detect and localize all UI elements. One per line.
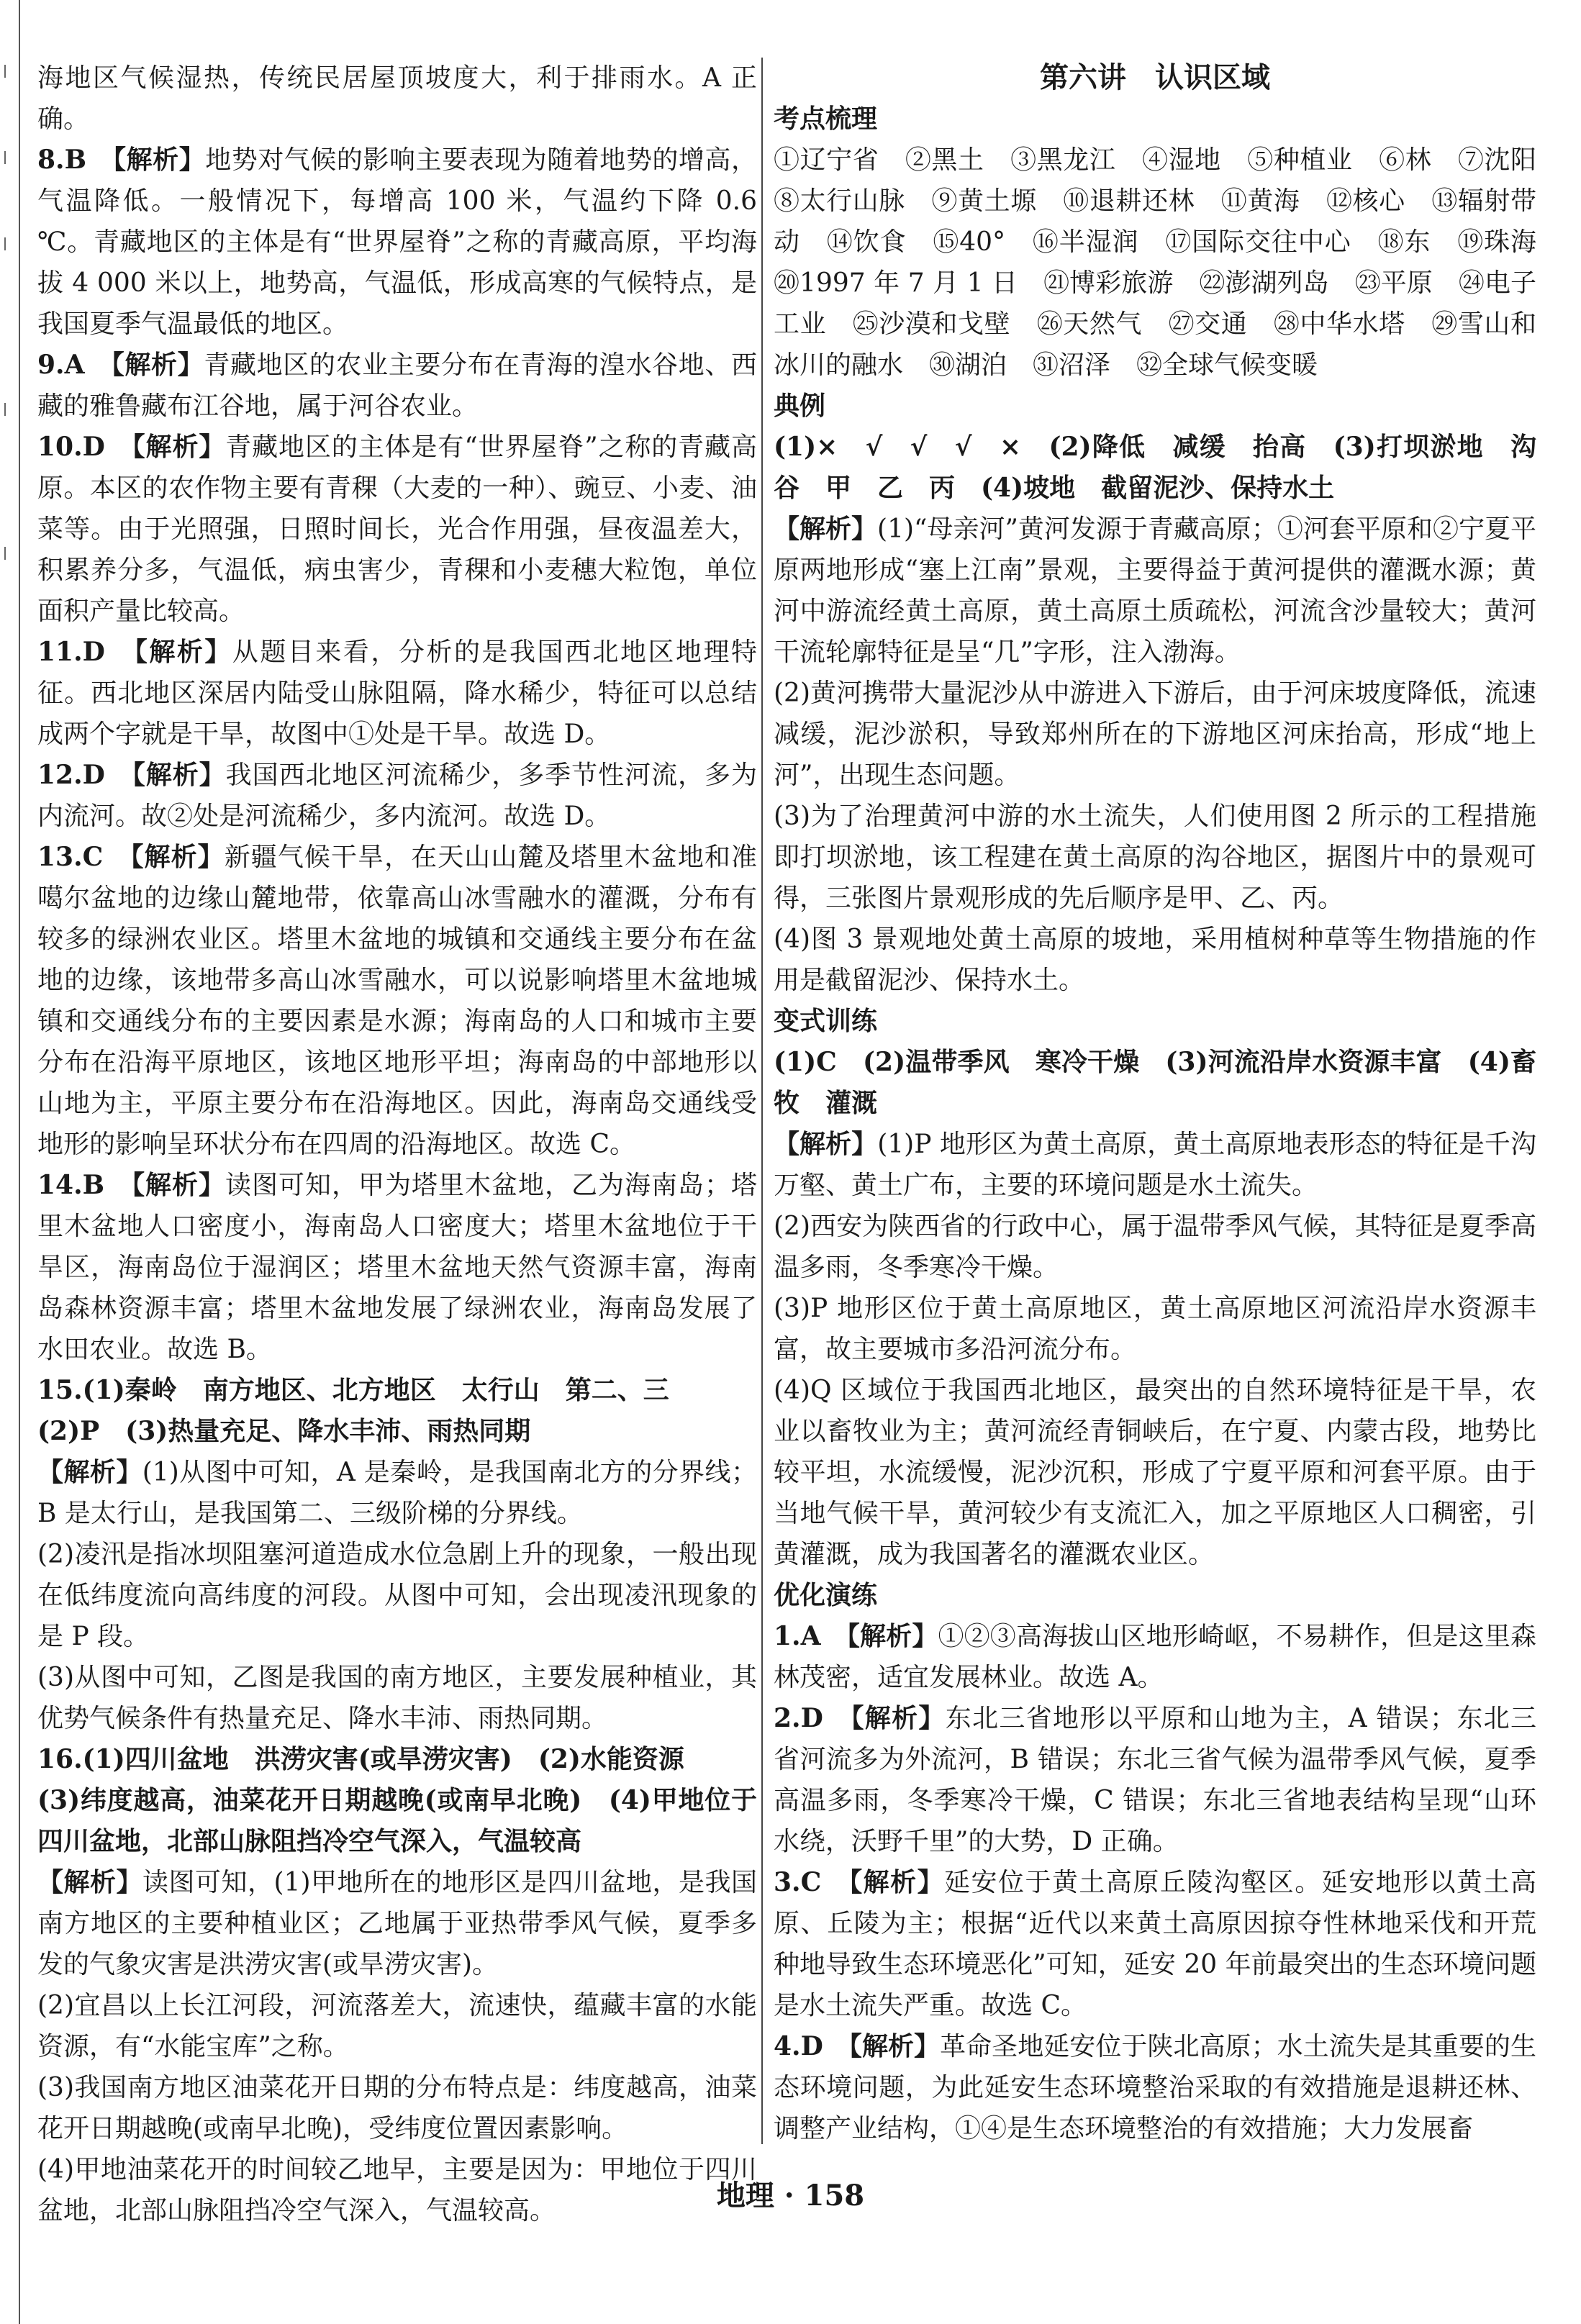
paragraph-text: 我国西北地区河流稀少，多季节性河流，多为内流河。故②处是河流稀少，多内流河。故选 D。 bbox=[37, 761, 757, 831]
paragraph-text: (1)“母亲河”黄河发源于青藏高原；①河套平原和②宁夏平原两地形成“塞上江南”景观，主要得益于黄河提供的灌溉水源；黄河中游流经黄土高原，黄土高原土质疏松，河流含沙量较大；黄河干流轮廓特征是呈“几”字形，注入渤海。 bbox=[774, 514, 1536, 667]
answer-label: 12.D bbox=[37, 760, 105, 790]
paragraph-text: ①②③高海拔山区地形崎岖，不易耕作，但是这里森林茂密，适宜发展林业。故选 A。 bbox=[774, 1622, 1536, 1692]
paragraph bbox=[37, 1534, 757, 1657]
paragraph-text: (2)凌汛是指冰坝阻塞河道造成水位急剧上升的现象，一般出现在低纬度流向高纬度的河段。从图中可知，会出现凌汛现象的是 P 段。 bbox=[37, 1540, 757, 1651]
paragraph bbox=[37, 1165, 757, 1370]
paragraph bbox=[37, 632, 757, 755]
paragraph bbox=[774, 796, 1536, 919]
section-heading-points: 考点梳理 bbox=[774, 104, 878, 134]
paragraph-text: 16.(1)四川盆地 洪涝灾害(或旱涝灾害) (2)水能资源 bbox=[37, 1744, 684, 1774]
example-analysis bbox=[774, 509, 1536, 1001]
paragraph-text: 地势对气候的影响主要表现为随着地势的增高，气温降低。一般情况下，每增高 100 米，气温约下降 0.6 ℃。青藏地区的主体是有“世界屋脊”之称的青藏高原，平均海拔 4 000 米以上，地势高，气温低，形成高寒的气候特点，是我国夏季气温最低的地区。 bbox=[37, 145, 757, 339]
analysis-tag: 【解析】 bbox=[111, 350, 204, 380]
analysis-tag: 【解析】 bbox=[113, 145, 206, 175]
paragraph-text: (3)从图中可知，乙图是我国的南方地区，主要发展种植业，其优势气候条件有热量充足、降水丰沛、雨热同期。 bbox=[37, 1663, 757, 1733]
paragraph bbox=[37, 1780, 757, 1862]
paragraph bbox=[37, 140, 757, 345]
analysis-tag: 【解析】 bbox=[134, 637, 232, 667]
answer-label: 9.A bbox=[37, 350, 85, 380]
analysis-tag: 【解析】 bbox=[37, 1457, 142, 1487]
section-heading-practice: 优化演练 bbox=[774, 1581, 878, 1610]
paragraph-text: 读图可知，(1)甲地所在的地形区是四川盆地，是我国南方地区的主要种植业区；乙地属于亚热带季风气候，夏季多发的气象灾害是洪涝灾害(或旱涝灾害)。 bbox=[37, 1868, 757, 1979]
paragraph-text: 新疆气候干旱，在天山山麓及塔里木盆地和准噶尔盆地的边缘山麓地带，依靠高山冰雪融水的灌溉，分布有较多的绿洲农业区。塔里木盆地的城镇和交通线主要分布在盆地的边缘，该地带多高山冰雪融水，可以说影响塔里木盆地城镇和交通线分布的主要因素是水源；海南岛的人口和城市主要分布在沿海平原地区，该地区地形平坦；海南岛的中部地形以山地为主，平原主要分布在沿海地区。因此，海南岛交通线受地形的影响呈环状分布在四周的沿海地区。故选 C。 bbox=[37, 843, 757, 1159]
variant-answer: (1)C (2)温带季风 寒冷干燥 (3)河流沿岸水资源丰富 (4)畜牧 灌溉 bbox=[774, 1047, 1536, 1118]
paragraph-text: (2)宜昌以上长江河段，河流落差大，流速快，蕴藏丰富的水能资源，有“水能宝库”之称。 bbox=[37, 1991, 757, 2061]
right-column bbox=[774, 58, 1563, 2187]
section-heading-variant: 变式训练 bbox=[774, 1007, 878, 1036]
analysis-tag: 【解析】 bbox=[130, 842, 225, 872]
edge-mark bbox=[4, 547, 14, 560]
paragraph-text: 从题目来看，分析的是我国西北地区地理特征。西北地区深居内陆受山脉阻隔，降水稀少，特征可以总结成两个字就是干旱，故图中①处是干旱。故选 D。 bbox=[37, 637, 757, 749]
paragraph-text: 延安位于黄土高原丘陵沟壑区。延安地形以黄土高原、丘陵为主；根据“近代以来黄土高原因掠夺性林地采伐和开荒种地导致生态环境恶化”可知，延安 20 年前最突出的生态环境问题是水土流失严重。故选 C。 bbox=[774, 1868, 1536, 2020]
paragraph bbox=[774, 509, 1536, 673]
paragraph bbox=[774, 1698, 1536, 1862]
paragraph bbox=[774, 1124, 1536, 1206]
paragraph bbox=[37, 1657, 757, 1739]
lecture-title: 第六讲 认识区域 bbox=[1040, 61, 1270, 94]
analysis-tag: 【解析】 bbox=[848, 2031, 941, 2061]
answer-label: 1.A bbox=[774, 1621, 821, 1651]
paragraph-text: 青藏地区的主体是有“世界屋脊”之称的青藏高原。本区的农作物主要有青稞（大麦的一种）、豌豆、小麦、油菜等。由于光照强，日照时间长，光合作用强，昼夜温差大，积累养分多，气温低，病虫害少，青稞和小麦穗大粒饱，单位面积产量比较高。 bbox=[37, 432, 757, 626]
answer-label: 13.C bbox=[37, 842, 104, 872]
analysis-tag: 【解析】 bbox=[849, 1867, 945, 1897]
variant-analysis bbox=[774, 1124, 1536, 1575]
answer-label: 8.B bbox=[37, 145, 87, 175]
practice-items bbox=[774, 1616, 1536, 2149]
binding-edge bbox=[0, 0, 20, 2324]
paragraph-text: 15.(1)秦岭 南方地区、北方地区 太行山 第二、三 bbox=[37, 1375, 669, 1405]
analysis-tag: 【解析】 bbox=[132, 432, 226, 462]
paragraph-text: 海地区气候湿热，传统民居屋顶坡度大，利于排雨水。A 正确。 bbox=[37, 63, 757, 134]
paragraph-text: (1)从图中可知，A 是秦岭，是我国南北方的分界线；B 是太行山，是我国第二、三级阶梯的分界线。 bbox=[37, 1458, 757, 1528]
analysis-tag: 【解析】 bbox=[774, 1129, 878, 1159]
column-divider bbox=[761, 58, 763, 2144]
left-column bbox=[37, 58, 757, 2225]
answer-label: 10.D bbox=[37, 432, 105, 462]
edge-mark bbox=[4, 403, 14, 416]
section-heading-example: 典例 bbox=[774, 391, 826, 421]
answer-label: 3.C bbox=[774, 1867, 822, 1897]
analysis-tag: 【解析】 bbox=[851, 1703, 946, 1733]
paragraph-text: (3)我国南方地区油菜花开日期的分布特点是：纬度越高，油菜花开日期越晚(或南早北晚)，受纬度位置因素影响。 bbox=[37, 2073, 757, 2143]
paragraph bbox=[774, 1370, 1536, 1575]
paragraph bbox=[37, 427, 757, 632]
answer-label: 4.D bbox=[774, 2031, 823, 2061]
paragraph bbox=[37, 1739, 757, 1780]
paragraph bbox=[37, 755, 757, 837]
paragraph bbox=[37, 58, 757, 140]
paragraph-text: (3)P 地形区位于黄土高原地区，黄土高原地区河流沿岸水资源丰富，故主要城市多沿河流分布。 bbox=[774, 1294, 1536, 1364]
paragraph bbox=[774, 673, 1536, 796]
paragraph bbox=[37, 1985, 757, 2067]
answer-label: 11.D bbox=[37, 637, 105, 667]
paragraph-text: (3)纬度越高，油菜花开日期越晚(或南早北晚) (4)甲地位于四川盆地，北部山脉阻挡冷空气深入，气温较高 bbox=[37, 1785, 757, 1856]
paragraph-text: (4)甲地油菜花开的时间较乙地早，主要是因为：甲地位于四川盆地，北部山脉阻挡冷空气深入，气温较高。 bbox=[37, 2155, 757, 2225]
paragraph bbox=[37, 345, 757, 427]
paragraph bbox=[774, 1288, 1536, 1370]
paragraph bbox=[37, 1862, 757, 1985]
paragraph bbox=[774, 919, 1536, 1001]
analysis-tag: 【解析】 bbox=[132, 760, 226, 790]
analysis-tag: 【解析】 bbox=[132, 1170, 226, 1200]
paragraph bbox=[774, 1206, 1536, 1288]
paragraph bbox=[37, 1370, 757, 1411]
paragraph bbox=[774, 1862, 1536, 2026]
paragraph bbox=[37, 1452, 757, 1534]
paragraph bbox=[37, 837, 757, 1165]
points-text: ①辽宁省 ②黑土 ③黑龙江 ④湿地 ⑤种植业 ⑥林 ⑦沈阳 ⑧太行山脉 ⑨黄土塬 ⑩退耕还林 ⑪黄海 ⑫核心 ⑬辐射带动 ⑭饮食 ⑮40° ⑯半湿润 ⑰国际交往中心 ⑱东 ⑲珠海 ⑳1997 年 7 月 1 日 ㉑博彩旅游 ㉒澎湖列岛 ㉓平原 ㉔电子工业 ㉕沙漠和戈壁 ㉖天然气 ㉗交通 ㉘中华水塔 ㉙雪山和冰川的融水 ㉚湖泊 ㉛沼泽 ㉜全球气候变暖 bbox=[774, 145, 1563, 380]
paragraph-text: (4)Q 区域位于我国西北地区，最突出的自然环境特征是干旱，农业以畜牧业为主；黄河流经青铜峡后，在宁夏、内蒙古段，地势比较平坦，水流缓慢，泥沙沉积，形成了宁夏平原和河套平原。由于当地气候干旱，黄河较少有支流汇入，加之平原地区人口稠密，引黄灌溉，成为我国著名的灌溉农业区。 bbox=[774, 1376, 1536, 1569]
paragraph bbox=[37, 1411, 757, 1452]
paragraph-text: (1)P 地形区为黄土高原，黄土高原地表形态的特征是千沟万壑、黄土广布，主要的环境问题是水土流失。 bbox=[774, 1130, 1536, 1200]
analysis-tag: 【解析】 bbox=[37, 1867, 142, 1897]
analysis-tag: 【解析】 bbox=[774, 514, 878, 544]
paragraph-text: 读图可知，甲为塔里木盆地，乙为海南岛；塔里木盆地人口密度小，海南岛人口密度大；塔里木盆地位于干旱区，海南岛位于湿润区；塔里木盆地天然气资源丰富，海南岛森林资源丰富；塔里木盆地发展了绿洲农业，海南岛发展了水田农业。故选 B。 bbox=[37, 1171, 757, 1364]
paragraph-text: (2)P (3)热量充足、降水丰沛、雨热同期 bbox=[37, 1416, 531, 1446]
answer-label: 2.D bbox=[774, 1703, 823, 1733]
paragraph bbox=[37, 2067, 757, 2149]
analysis-tag: 【解析】 bbox=[846, 1621, 938, 1651]
page-footer: 地理 · 158 bbox=[716, 2179, 865, 2212]
edge-mark bbox=[4, 65, 14, 78]
edge-mark bbox=[4, 237, 14, 250]
paragraph-text: (4)图 3 景观地处黄土高原的坡地，采用植树种草等生物措施的作用是截留泥沙、保持水土。 bbox=[774, 925, 1536, 995]
paragraph bbox=[774, 2026, 1536, 2149]
paragraph-text: 青藏地区的农业主要分布在青海的湟水谷地、西藏的雅鲁藏布江谷地，属于河谷农业。 bbox=[37, 350, 757, 421]
paragraph-text: (2)西安为陕西省的行政中心，属于温带季风气候，其特征是夏季高温多雨，冬季寒冷干燥。 bbox=[774, 1212, 1536, 1282]
paragraph-text: 革命圣地延安位于陕北高原；水土流失是其重要的生态环境问题，为此延安生态环境整治采取的有效措施是退耕还林、调整产业结构，①④是生态环境整治的有效措施；大力发展畜 bbox=[774, 2032, 1536, 2143]
edge-mark bbox=[4, 151, 14, 164]
paragraph-text: (3)为了治理黄河中游的水土流失，人们使用图 2 所示的工程措施即打坝淤地，该工程建在黄土高原的沟谷地区，据图片中的景观可得，三张图片景观形成的先后顺序是甲、乙、丙。 bbox=[774, 802, 1536, 913]
paragraph-text: (2)黄河携带大量泥沙从中游进入下游后，由于河床坡度降低，流速减缓，泥沙淤积，导致郑州所在的下游地区河床抬高，形成“地上河”，出现生态问题。 bbox=[774, 678, 1536, 790]
example-answer: (1)× √ √ √ × (2)降低 减缓 抬高 (3)打坝淤地 沟谷 甲 乙 丙 (4)坡地 截留泥沙、保持水土 bbox=[774, 432, 1536, 503]
answer-label: 14.B bbox=[37, 1170, 105, 1200]
paragraph bbox=[774, 1616, 1536, 1698]
paragraph-text: 东北三省地形以平原和山地为主，A 错误；东北三省河流多为外流河，B 错误；东北三省气候为温带季风气候，夏季高温多雨，冬季寒冷干燥，C 错误；东北三省地表结构呈现“山环水绕，沃野千里”的大势，D 正确。 bbox=[774, 1704, 1536, 1856]
